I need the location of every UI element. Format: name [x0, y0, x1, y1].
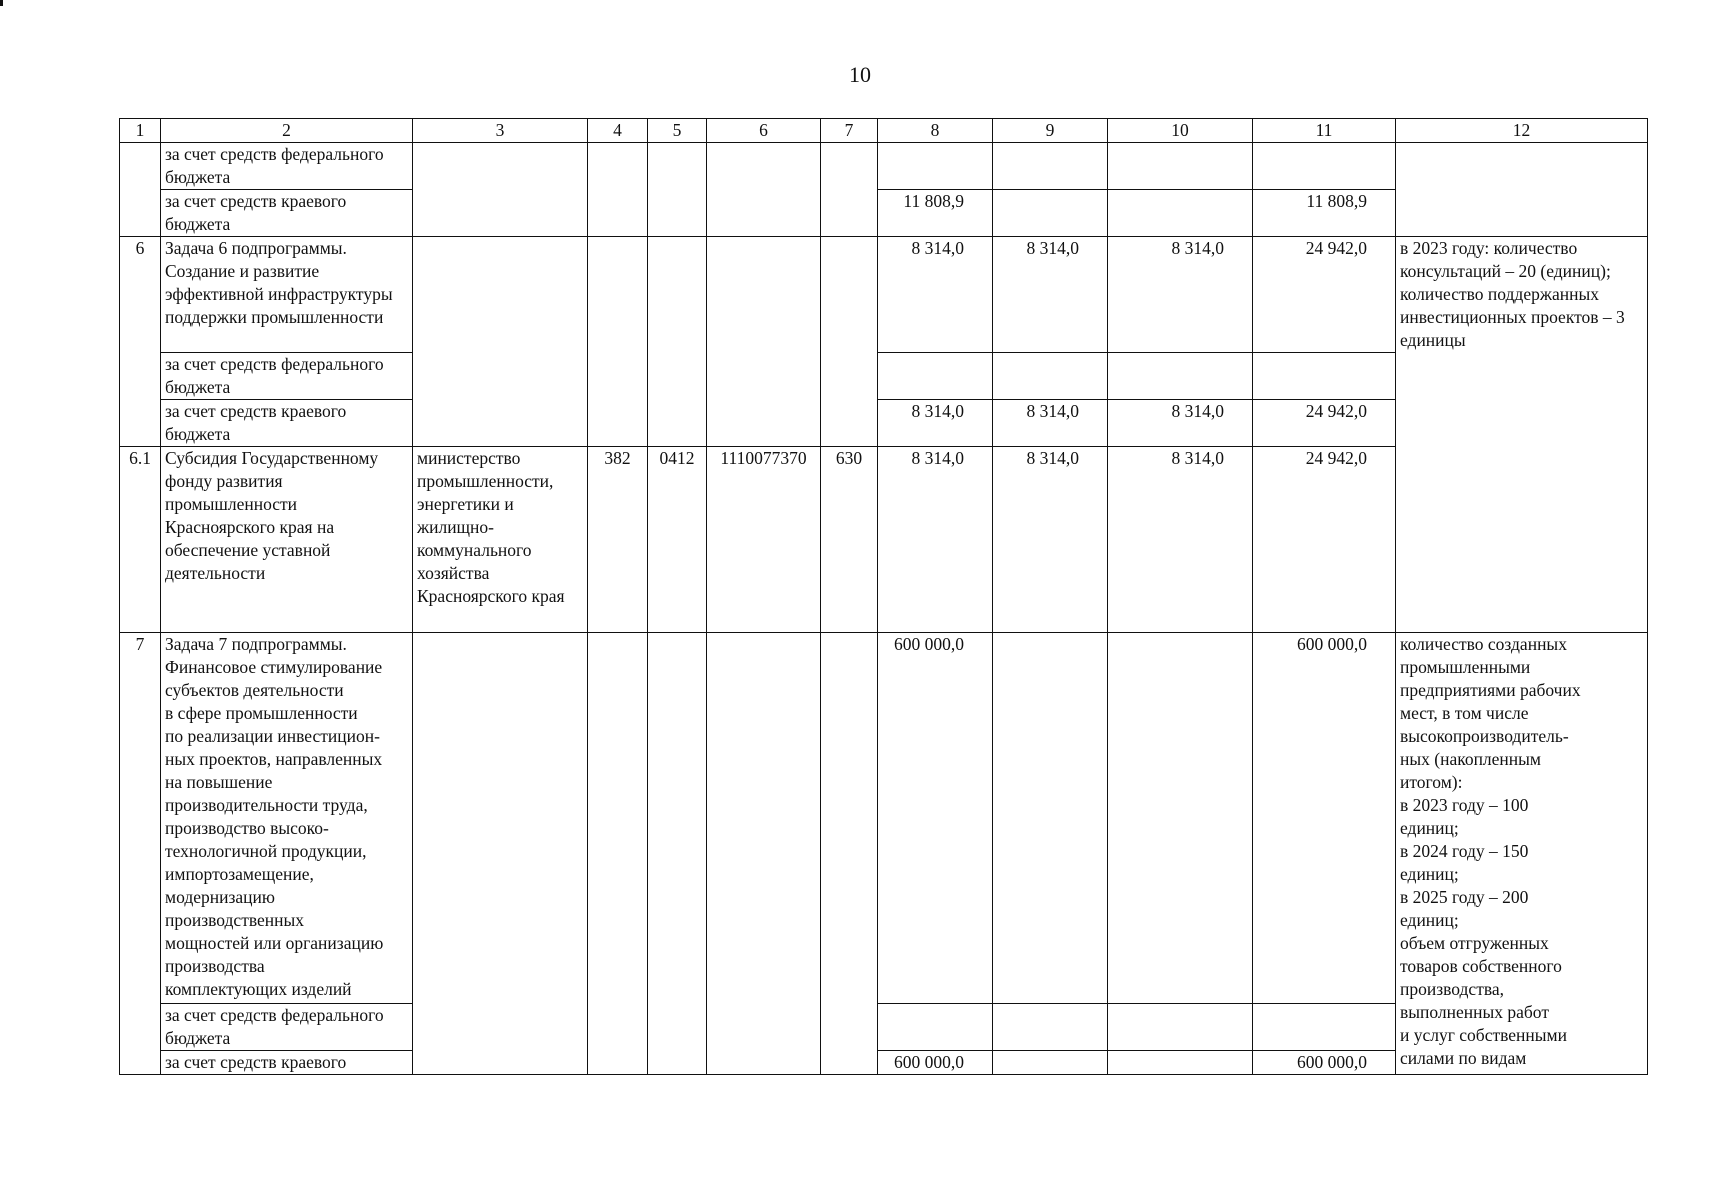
table-header-row [120, 119, 1648, 143]
table-row [120, 143, 1648, 190]
value-cell [993, 633, 1108, 1004]
result-cell: в 2023 году: количество консультаций – 20 (единиц); количество поддержанных инвестиционных проектов – 3 единицы [1396, 237, 1648, 633]
value-cell: 8 314,0 [878, 400, 993, 447]
value-cell: 24 942,0 [1253, 447, 1396, 633]
row-name-cell: за счет средств федерального бюджета [161, 143, 413, 190]
row-number-cell [120, 143, 161, 237]
code-cell [588, 143, 648, 237]
row-name-cell: за счет средств краевого [161, 1051, 413, 1075]
column-header: 5 [648, 119, 707, 143]
code-cell [588, 633, 648, 1075]
code-cell [821, 237, 878, 447]
value-cell [1253, 143, 1396, 190]
code-cell: 630 [821, 447, 878, 633]
row-name-cell: за счет средств федерального бюджета [161, 1004, 413, 1051]
code-cell [821, 143, 878, 237]
value-cell [993, 353, 1108, 400]
row-name-cell: за счет средств краевого бюджета [161, 400, 413, 447]
executor-cell [413, 143, 588, 237]
value-cell: 8 314,0 [993, 237, 1108, 353]
code-cell: 1110077370 [707, 447, 821, 633]
result-cell [1396, 143, 1648, 237]
column-header: 1 [120, 119, 161, 143]
value-cell: 8 314,0 [993, 400, 1108, 447]
row-name-cell: за счет средств краевого бюджета [161, 190, 413, 237]
column-header: 7 [821, 119, 878, 143]
value-cell [1253, 353, 1396, 400]
column-header: 9 [993, 119, 1108, 143]
code-cell [588, 237, 648, 447]
executor-cell: министерство промышленности, энергетики и жилищно-коммунального хозяйства Красноярского края [413, 447, 588, 633]
value-cell [1108, 1004, 1253, 1051]
column-header: 2 [161, 119, 413, 143]
value-cell [1108, 190, 1253, 237]
executor-cell [413, 237, 588, 447]
value-cell [878, 1004, 993, 1051]
column-header: 4 [588, 119, 648, 143]
code-cell [707, 143, 821, 237]
column-header: 10 [1108, 119, 1253, 143]
value-cell: 600 000,0 [1253, 1051, 1396, 1075]
value-cell: 11 808,9 [878, 190, 993, 237]
value-cell: 8 314,0 [1108, 447, 1253, 633]
value-cell [1108, 1051, 1253, 1075]
value-cell [993, 1051, 1108, 1075]
row-number-cell: 6.1 [120, 447, 161, 633]
value-cell: 600 000,0 [1253, 633, 1396, 1004]
value-cell: 600 000,0 [878, 633, 993, 1004]
value-cell [1108, 633, 1253, 1004]
column-header: 12 [1396, 119, 1648, 143]
code-cell [707, 633, 821, 1075]
row-name-cell: Субсидия Государственному фонду развития промышленности Красноярского края на обеспечение уставной деятельности [161, 447, 413, 633]
code-cell [648, 633, 707, 1075]
result-cell: количество созданных промышленными предприятиями рабочих мест, в том числе высокопроизводитель- ных (накопленным итогом): в 2023 году – 100 единиц; в 2024 году – 150 единиц; в 2025 году – 200 единиц; объем отгруженных товаров собственного производства, выполненных работ и услуг собственными силами по видам [1396, 633, 1648, 1075]
executor-cell [413, 633, 588, 1075]
code-cell [648, 237, 707, 447]
value-cell [993, 143, 1108, 190]
value-cell: 600 000,0 [878, 1051, 993, 1075]
value-cell [1253, 1004, 1396, 1051]
column-header: 3 [413, 119, 588, 143]
column-header: 6 [707, 119, 821, 143]
row-number-cell: 6 [120, 237, 161, 447]
code-cell [821, 633, 878, 1075]
value-cell [878, 143, 993, 190]
value-cell [993, 190, 1108, 237]
table-row [120, 633, 1648, 1004]
column-header: 11 [1253, 119, 1396, 143]
value-cell: 11 808,9 [1253, 190, 1396, 237]
value-cell: 8 314,0 [993, 447, 1108, 633]
value-cell: 8 314,0 [1108, 237, 1253, 353]
value-cell [1108, 143, 1253, 190]
code-cell: 0412 [648, 447, 707, 633]
code-cell [648, 143, 707, 237]
table-row [120, 237, 1648, 353]
value-cell: 24 942,0 [1253, 400, 1396, 447]
row-name-cell: Задача 6 подпрограммы. Создание и развитие эффективной инфраструктуры поддержки промышленности [161, 237, 413, 353]
value-cell [1108, 353, 1253, 400]
budget-table [119, 118, 1648, 1075]
code-cell [707, 237, 821, 447]
value-cell [993, 1004, 1108, 1051]
row-name-cell: за счет средств федерального бюджета [161, 353, 413, 400]
value-cell: 8 314,0 [1108, 400, 1253, 447]
column-header: 8 [878, 119, 993, 143]
value-cell [878, 353, 993, 400]
value-cell: 8 314,0 [878, 447, 993, 633]
row-number-cell: 7 [120, 633, 161, 1075]
scan-corner-mark [0, 0, 3, 6]
row-name-cell: Задача 7 подпрограммы. Финансовое стимулирование субъектов деятельности в сфере промышленности по реализации инвестицион- ных проектов, направленных на повышение производительности труда, производство высоко- технологичной продукции, импортозамещение, модернизацию производственных мощностей или организацию производства комплектующих изделий [161, 633, 413, 1004]
code-cell: 382 [588, 447, 648, 633]
value-cell: 24 942,0 [1253, 237, 1396, 353]
value-cell: 8 314,0 [878, 237, 993, 353]
page-number: 10 [849, 62, 871, 87]
